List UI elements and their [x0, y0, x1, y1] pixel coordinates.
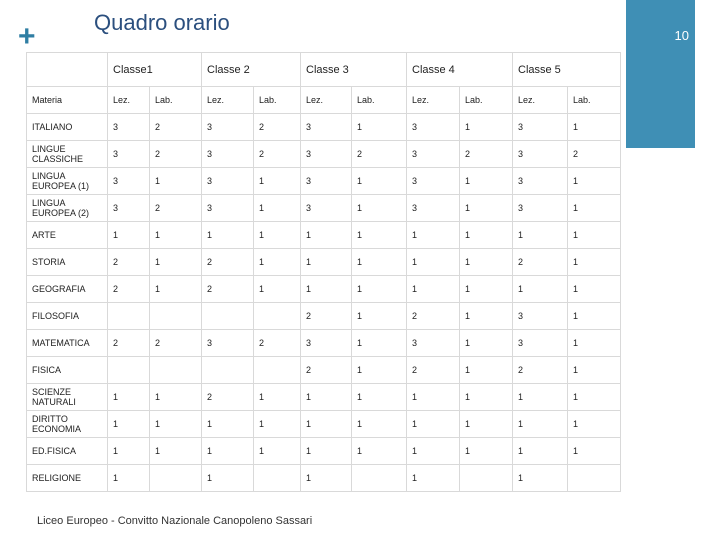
hours-cell: [202, 357, 254, 384]
corner-cell: [27, 53, 108, 87]
hours-cell: 1: [301, 438, 352, 465]
hours-cell: 1: [407, 276, 460, 303]
table-row: [27, 168, 621, 195]
hours-cell: 3: [202, 114, 254, 141]
table-row: [27, 357, 621, 384]
hours-cell: 2: [202, 249, 254, 276]
subject-column-header: Materia: [27, 87, 108, 114]
hours-cell: 2: [150, 195, 202, 222]
hours-cell: 1: [568, 438, 621, 465]
table-row: [27, 411, 621, 438]
hours-cell: 1: [352, 222, 407, 249]
table-row: [27, 249, 621, 276]
hours-cell: 2: [254, 141, 301, 168]
hours-cell: 3: [301, 195, 352, 222]
table-row: [27, 114, 621, 141]
hours-cell: 3: [108, 195, 150, 222]
hours-cell: 1: [513, 384, 568, 411]
hours-cell: 2: [150, 114, 202, 141]
hours-cell: 2: [301, 357, 352, 384]
hours-cell: 3: [407, 195, 460, 222]
hours-cell: 1: [352, 276, 407, 303]
hours-cell: 3: [513, 195, 568, 222]
hours-cell: 1: [254, 168, 301, 195]
hours-cell: 1: [568, 168, 621, 195]
hours-cell: 1: [460, 438, 513, 465]
hours-cell: 1: [460, 195, 513, 222]
class-header: Classe1: [108, 53, 202, 87]
hours-cell: 1: [460, 330, 513, 357]
hours-cell: 1: [254, 249, 301, 276]
table-row: [27, 222, 621, 249]
hours-cell: 1: [202, 222, 254, 249]
hours-cell: [108, 357, 150, 384]
hours-cell: 1: [202, 411, 254, 438]
hours-cell: 1: [513, 411, 568, 438]
page-number-box: [626, 0, 695, 148]
hours-cell: 1: [301, 465, 352, 492]
hours-cell: 1: [150, 276, 202, 303]
hours-cell: 1: [301, 276, 352, 303]
hours-cell: 1: [352, 330, 407, 357]
subject-name: DIRITTO ECONOMIA: [27, 411, 108, 438]
hours-cell: 1: [568, 357, 621, 384]
hours-cell: 2: [568, 141, 621, 168]
hours-cell: 2: [150, 330, 202, 357]
hours-cell: 1: [460, 114, 513, 141]
hours-cell: 1: [352, 384, 407, 411]
hours-cell: 1: [460, 357, 513, 384]
hours-cell: 1: [352, 357, 407, 384]
hours-cell: 2: [108, 330, 150, 357]
table-row: [27, 330, 621, 357]
hours-cell: 2: [407, 357, 460, 384]
hours-cell: [460, 465, 513, 492]
hours-cell: 1: [568, 276, 621, 303]
hours-cell: 3: [301, 168, 352, 195]
hours-cell: 3: [407, 141, 460, 168]
hours-cell: 3: [108, 114, 150, 141]
hours-cell: 2: [460, 141, 513, 168]
hours-cell: 2: [108, 276, 150, 303]
hours-cell: 3: [202, 141, 254, 168]
hours-cell: 1: [407, 384, 460, 411]
slide-title: Quadro orario: [94, 10, 230, 35]
hours-cell: 2: [150, 141, 202, 168]
class-header: Classe 3: [301, 53, 407, 87]
hours-cell: 2: [352, 141, 407, 168]
hours-cell: [254, 357, 301, 384]
subject-name: ARTE: [27, 222, 108, 249]
lesson-type-header: Lez.: [513, 87, 568, 114]
hours-cell: 1: [108, 411, 150, 438]
subject-name: MATEMATICA: [27, 330, 108, 357]
lesson-type-header: Lab.: [254, 87, 301, 114]
hours-cell: 3: [202, 195, 254, 222]
hours-cell: 1: [254, 438, 301, 465]
subject-name: LINGUE CLASSICHE: [27, 141, 108, 168]
hours-cell: 1: [460, 303, 513, 330]
footer-text: Liceo Europeo - Convitto Nazionale Canopoleno Sassari: [37, 515, 313, 527]
hours-cell: 3: [407, 168, 460, 195]
hours-cell: 1: [150, 384, 202, 411]
hours-cell: 2: [202, 276, 254, 303]
hours-cell: 1: [568, 222, 621, 249]
hours-cell: 1: [301, 384, 352, 411]
hours-cell: 1: [202, 465, 254, 492]
hours-cell: 3: [407, 114, 460, 141]
class-header: Classe 2: [202, 53, 301, 87]
subject-name: ITALIANO: [27, 114, 108, 141]
hours-cell: 1: [407, 465, 460, 492]
hours-cell: 3: [301, 330, 352, 357]
table-row: [27, 465, 621, 492]
hours-cell: 1: [568, 303, 621, 330]
hours-cell: 1: [513, 276, 568, 303]
hours-cell: 2: [254, 330, 301, 357]
lesson-type-header: Lab.: [460, 87, 513, 114]
subject-name: RELIGIONE: [27, 465, 108, 492]
hours-cell: 3: [301, 114, 352, 141]
hours-cell: 1: [352, 114, 407, 141]
hours-cell: 1: [202, 438, 254, 465]
hours-cell: [108, 303, 150, 330]
hours-cell: 1: [150, 249, 202, 276]
hours-cell: [150, 303, 202, 330]
hours-cell: [254, 303, 301, 330]
class-header: Classe 4: [407, 53, 513, 87]
hours-cell: 1: [568, 411, 621, 438]
hours-cell: 1: [352, 168, 407, 195]
hours-cell: 1: [568, 330, 621, 357]
table-row: [27, 384, 621, 411]
table-row: [27, 195, 621, 222]
hours-cell: 1: [513, 438, 568, 465]
hours-cell: 1: [460, 222, 513, 249]
hours-cell: 1: [150, 168, 202, 195]
hours-cell: 2: [301, 303, 352, 330]
class-header-row: [27, 53, 621, 87]
hours-cell: 1: [150, 222, 202, 249]
hours-cell: 1: [568, 384, 621, 411]
hours-cell: [202, 303, 254, 330]
hours-cell: 2: [513, 249, 568, 276]
hours-cell: 1: [108, 438, 150, 465]
hours-cell: 1: [352, 303, 407, 330]
hours-cell: 1: [301, 411, 352, 438]
hours-cell: [150, 465, 202, 492]
subject-name: ED.FISICA: [27, 438, 108, 465]
hours-cell: 1: [150, 411, 202, 438]
hours-cell: 3: [108, 141, 150, 168]
subject-name: STORIA: [27, 249, 108, 276]
hours-cell: 1: [407, 222, 460, 249]
hours-cell: 3: [202, 330, 254, 357]
lesson-type-header: Lez.: [301, 87, 352, 114]
hours-cell: 3: [202, 168, 254, 195]
hours-cell: 1: [513, 222, 568, 249]
page-number: 10: [674, 28, 689, 43]
subject-name: FISICA: [27, 357, 108, 384]
lesson-type-header: Lab.: [150, 87, 202, 114]
hours-cell: 1: [108, 222, 150, 249]
hours-cell: 1: [407, 411, 460, 438]
hours-cell: 1: [254, 195, 301, 222]
hours-cell: 3: [513, 168, 568, 195]
hours-cell: 1: [352, 195, 407, 222]
hours-cell: 1: [460, 249, 513, 276]
timetable: [26, 52, 621, 492]
table-row: [27, 276, 621, 303]
hours-cell: 2: [254, 114, 301, 141]
hours-cell: 1: [254, 276, 301, 303]
hours-cell: 2: [513, 357, 568, 384]
table-row: [27, 141, 621, 168]
hours-cell: 2: [202, 384, 254, 411]
hours-cell: [352, 465, 407, 492]
subject-name: LINGUA EUROPEA (2): [27, 195, 108, 222]
hours-cell: 1: [108, 465, 150, 492]
hours-cell: 1: [460, 168, 513, 195]
subject-name: LINGUA EUROPEA (1): [27, 168, 108, 195]
hours-cell: 1: [460, 384, 513, 411]
hours-cell: 1: [150, 438, 202, 465]
hours-cell: 1: [460, 276, 513, 303]
hours-cell: 1: [108, 384, 150, 411]
hours-cell: 1: [352, 438, 407, 465]
table-row: [27, 303, 621, 330]
hours-cell: 3: [108, 168, 150, 195]
hours-cell: 3: [513, 330, 568, 357]
lesson-type-header: Lab.: [568, 87, 621, 114]
hours-cell: 1: [460, 411, 513, 438]
subheader-row: [27, 87, 621, 114]
hours-cell: 1: [513, 465, 568, 492]
hours-cell: [568, 465, 621, 492]
hours-cell: [254, 465, 301, 492]
hours-cell: 1: [254, 222, 301, 249]
hours-cell: 2: [108, 249, 150, 276]
lesson-type-header: Lez.: [407, 87, 460, 114]
hours-cell: 1: [407, 438, 460, 465]
hours-cell: 1: [352, 249, 407, 276]
lesson-type-header: Lab.: [352, 87, 407, 114]
hours-cell: 3: [301, 141, 352, 168]
hours-cell: 1: [254, 384, 301, 411]
subject-name: FILOSOFIA: [27, 303, 108, 330]
hours-cell: 3: [407, 330, 460, 357]
hours-cell: 2: [407, 303, 460, 330]
lesson-type-header: Lez.: [108, 87, 150, 114]
subject-name: SCIENZE NATURALI: [27, 384, 108, 411]
plus-icon: +: [18, 20, 36, 53]
hours-cell: 3: [513, 141, 568, 168]
hours-cell: 1: [301, 249, 352, 276]
table-row: [27, 438, 621, 465]
hours-cell: 3: [513, 303, 568, 330]
hours-cell: 3: [513, 114, 568, 141]
hours-cell: [150, 357, 202, 384]
hours-cell: 1: [301, 222, 352, 249]
hours-cell: 1: [407, 249, 460, 276]
hours-cell: 1: [568, 195, 621, 222]
hours-cell: 1: [568, 249, 621, 276]
lesson-type-header: Lez.: [202, 87, 254, 114]
hours-cell: 1: [568, 114, 621, 141]
class-header: Classe 5: [513, 53, 621, 87]
subject-name: GEOGRAFIA: [27, 276, 108, 303]
hours-cell: 1: [352, 411, 407, 438]
hours-cell: 1: [254, 411, 301, 438]
